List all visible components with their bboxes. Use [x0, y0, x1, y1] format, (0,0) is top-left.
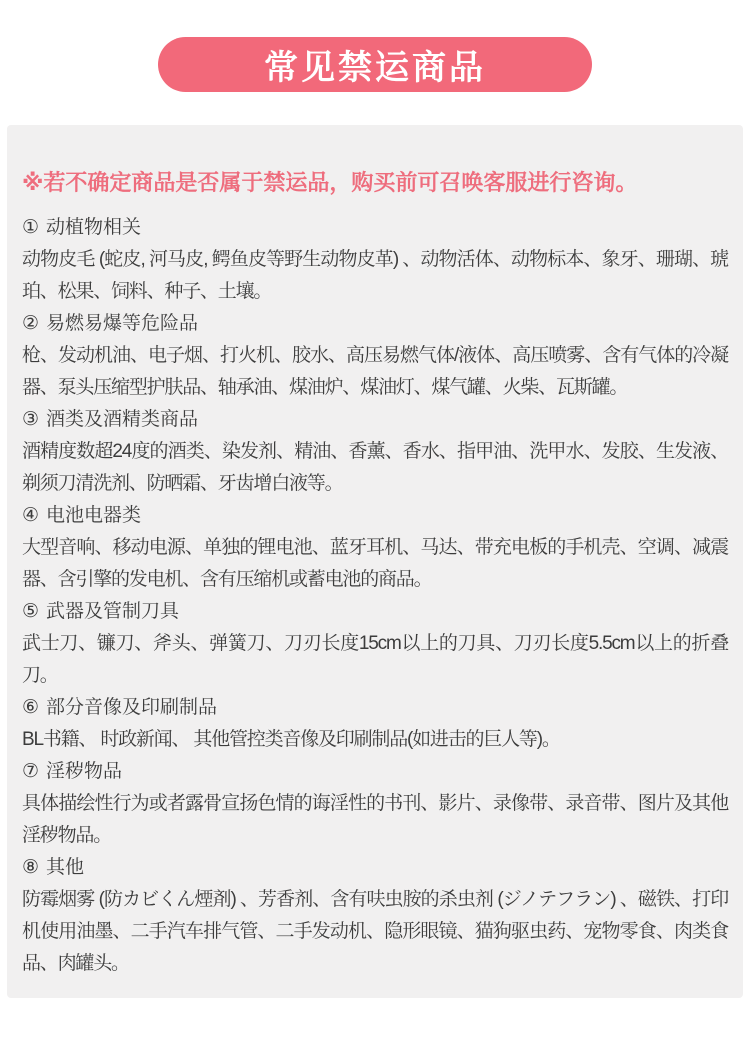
category-items: 枪、发动机油、电子烟、打火机、胶水、高压易燃气体/液体、高压喷雾、含有气体的冷凝器、泵头压缩型护肤品、轴承油、煤油炉、煤油灯、煤气罐、火柴、瓦斯罐。 [22, 345, 728, 398]
category-heading [22, 308, 728, 340]
category-title: 部分音像及印刷制品 [46, 697, 218, 718]
category-number: ② [22, 313, 40, 334]
section-alcohol [22, 404, 728, 500]
category-items: 动物皮毛 (蛇皮, 河马皮, 鳄鱼皮等野生动物皮革) 、动物活体、动物标本、象牙、珊瑚、琥珀、松果、饲料、种子、土壤。 [22, 249, 728, 302]
section-flammable-explosive [22, 308, 728, 404]
category-title: 武器及管制刀具 [46, 601, 180, 622]
section-weapons-knives [22, 596, 728, 692]
category-items: 防霉烟雾 (防カビくん煙剤) 、芳香剂、含有呋虫胺的杀虫剂 (ジノテフラン) 、磁铁、打印机使用油墨、二手汽车排气管、二手发动机、隐形眼镜、猫狗驱虫药、宠物零食、肉类食品、肉罐头。 [22, 889, 728, 974]
category-title: 易燃易爆等危险品 [46, 313, 199, 334]
category-items: 酒精度数超24度的酒类、染发剂、精油、香薰、香水、指甲油、洗甲水、发胶、生发液、剃须刀清洗剂、防晒霜、牙齿增白液等。 [22, 441, 728, 494]
category-number: ③ [22, 409, 40, 430]
category-number: ⑥ [22, 697, 40, 718]
category-number: ⑦ [22, 761, 40, 782]
category-items: 具体描绘性行为或者露骨宣扬色情的诲淫性的书刊、影片、录像带、录音带、图片及其他淫秽物品。 [22, 793, 728, 846]
section-battery-electronics [22, 500, 728, 596]
category-title: 酒类及酒精类商品 [46, 409, 199, 430]
category-heading [22, 596, 728, 628]
category-heading [22, 404, 728, 436]
category-number: ① [22, 217, 40, 238]
category-heading [22, 500, 728, 532]
page-title: 常见禁运商品 [264, 49, 486, 87]
section-others [22, 852, 728, 980]
category-items: BL书籍、 时政新闻、 其他管控类音像及印刷制品(如进击的巨人等)。 [22, 729, 560, 750]
category-heading [22, 212, 728, 244]
notice-text: ※若不确定商品是否属于禁运品，购买前可召唤客服进行咨询。 [22, 170, 638, 195]
category-title: 淫秽物品 [46, 761, 123, 782]
category-title: 电池电器类 [46, 505, 142, 526]
title-banner [158, 37, 592, 92]
category-heading [22, 756, 728, 788]
section-animals-plants [22, 212, 728, 308]
category-number: ④ [22, 505, 40, 526]
section-media-print [22, 692, 728, 756]
page [0, 37, 750, 998]
category-heading [22, 692, 728, 724]
category-title: 其他 [46, 857, 85, 878]
category-number: ⑤ [22, 601, 40, 622]
prohibited-items-card [7, 125, 743, 998]
category-items: 武士刀、镰刀、斧头、弹簧刀、刀刃长度15cm以上的刀具、刀刃长度5.5cm以上的折叠刀。 [22, 633, 728, 686]
category-items: 大型音响、移动电源、单独的锂电池、蓝牙耳机、马达、带充电板的手机壳、空调、减震器、含引擎的发电机、含有压缩机或蓄电池的商品。 [22, 537, 728, 590]
category-title: 动植物相关 [46, 217, 142, 238]
section-obscene-items [22, 756, 728, 852]
category-number: ⑧ [22, 857, 40, 878]
category-heading [22, 852, 728, 884]
